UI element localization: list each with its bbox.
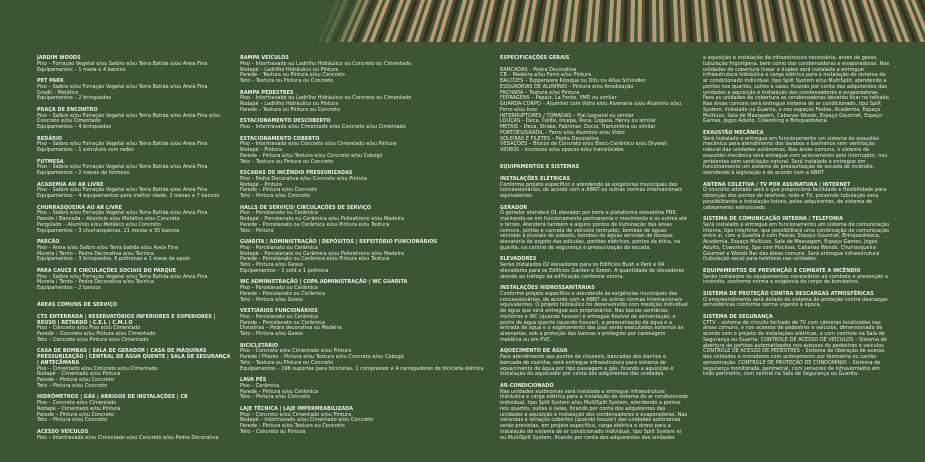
block-line: Equipamentos – 2 bancos [37,285,101,291]
spec-block [240,137,460,166]
block-line: Piso – Porcelanato ou Cerâmica [240,244,318,251]
block-line: Parede – Pintura e/ou Cerâmica [240,388,319,395]
block-line: Pergolado – Alumínio e/ou Metálico e/ou Concreto [37,221,161,228]
block-title: BICICLETÁRIO [240,342,279,349]
block-line: Piso – Forração Vegetal e/ou Saibro e/ou Terra Batida e/ou Areia Fina [37,60,208,67]
block-title: ESTACIONAMENTO COBERTO [240,135,320,142]
spec-line: BANCADAS – Pedra Decorativa [500,66,577,73]
block-line: Rodapé – Porcelanato ou Cerâmica e/ou Poliestireno e/ou Madeira [240,250,404,257]
block-line: Parede / Pilares – Pintura e/ou Textura e/ou Concreto e/ou Cobogó [240,354,404,360]
column-4 [703,56,891,384]
block-title: CTS ENTERRADA | RESERVATÓRIOS INFERIORES E SUPERIORES | REUSO | RETARDO | C.E.L | C.M.I.O [37,313,216,326]
spec-block [37,395,232,424]
spec-line: BALCÕES – Tupperware Kiosque ou Ditu ou Atlas Schindler [500,78,646,84]
system-item [500,286,688,344]
block-line: Piso – Areia e/ou Saibro e/ou Terra batida e/ou Areia Fina [37,244,179,251]
block-title: PRAÇA DE ENCONTRO [37,106,98,113]
spec-block [240,309,460,338]
system-item [500,384,688,442]
spec-block [240,407,460,436]
block-title: HALLS DE SERVIÇO/ CIRCULAÇÕES DE SERVIÇO [240,204,371,211]
block-title: GUARITA | ADMINISTRAÇÃO | DEPÓSITOS | REFEITÓRIO FUNCIONÁRIOS [240,239,438,245]
item-title: ELEVADORES [500,256,537,263]
block-line: Parede – Textura ou Pintura e/ou Concreto [240,72,345,79]
spec-line: SOLEIRAS E FILETES – Pedra Decorativa [500,135,599,142]
block-line: Parede – Porcelanato ou Cerâmica e/ou Pintura e/ou Textura [240,221,390,228]
block-line: Parede / Bancada – Alumínio e/ou Metálico e/ou Concreto [37,216,180,222]
block-line: Parede – Pintura e/ou Concreto [240,187,318,194]
block-title: VESTIÁRIOS FUNCIONÁRIOS [240,308,318,314]
block-title: HIDRÔMETROS | GÁS | ABRIGOS DE INSTALAÇÕES | CB [37,394,188,401]
block-title: ACESSO VEÍCULOS [37,428,89,435]
block-title: PARCÃO [37,239,60,245]
block-line: Rodapé – Porcelanato ou Cerâmica e/ou Poliestireno e/ou Madeira [240,216,404,222]
block-line: Mureta / Tento – Pedra Decorativa e/ou Técnica [37,279,154,286]
block-line: Mureta / Tento – Pedra Decorativa e/ou Tecnica [37,250,154,257]
block-line: Divisórias – Pedra decorativa ou Madeira [240,325,342,332]
item-title: INSTALAÇÕES HIDROSSANITÁRIAS [500,285,595,291]
system-item [703,131,891,177]
block-line: Piso – Intertravado e/ou Cimentado e/ou Concreto e/ou Cimentado [240,124,406,130]
item-title: AQUECIMENTO DE ÁGUA [500,348,568,355]
system-item [703,183,891,212]
column-3 [500,56,688,447]
spec-block [240,378,460,401]
block-line: Teto – Concreto ou Pintura [240,428,306,435]
block-line: Equipamentos – 4 equipamentos para melhor idade, 2 mesas e 7 bancos [37,193,220,199]
block-line: Piso – Saibro e/ou Forração Vegetal e/ou Terra Batida e/ou Areia Fina [37,187,208,194]
spec-block [240,119,460,131]
item-title: AR-CONDICIONADO [500,382,554,389]
system-item [500,177,688,200]
block-line: Piso – Concreto e/ou Cimentado e/ou Pintura [240,348,352,355]
block-line: Teto – Textura ou Pintura ou Concreto [240,78,334,84]
block-title: ESCADAS DE INCÊNDIO PRESSURIZADAS [240,170,353,176]
block-line: Parede – Pintura e/ou Textura ou Concreto [240,423,345,429]
spec-block [37,206,232,235]
block-line: Piso – Saibro e/ou Forração Vegetal e/ou Terra Batida e/ou Areia Fina [37,164,208,171]
block-line: Parede – Concreto e/ou Pintura e/ou Cimentado [37,331,156,337]
block-title: LAJE TÉCNICA | LAJE IMPERMEABILIZADA [240,405,354,412]
block-line: Parede – Porcelanato ou Cerâmica [240,319,326,326]
block-title: JARDIM WOODS [37,55,81,61]
block-line: Piso – Cimentado e/ou Concreto e/ou Cimentado [37,365,158,372]
block-line: Piso – Intertravado ou Ladrilho Hidráulico ou Concreto ou Cimentado [240,60,412,67]
block-line: Rodapé – Pintura [240,181,283,188]
block-title: ACADEMIA AO AR LIVRE [37,181,104,188]
spec-block [240,171,460,200]
block-line: Equipamentos – 2 mesas de futmesa [37,170,130,176]
system-item [500,349,688,378]
block-line: Parede – Pintura e/ou Concreto [37,411,115,418]
block-line: Piso – Concreto e/ou Cimentado e/ou Pintura [240,411,352,418]
system-item [703,217,891,263]
block-line: Rodapé – Cimentado e/ou Pintura [37,371,121,378]
spec-line: VIDROS – Incolores e/ou opacos e/ou translúcidos [500,147,624,153]
block-title: RAMPA PEDESTRES [240,89,294,96]
section-title-common-areas: ÁREAS COMUNS DE SERVIÇO [37,302,118,309]
section-title-equipment-systems: EQUIPAMENTOS E SISTEMAS [500,164,580,171]
block-line: Parede – Porcelanato ou Cerâmica [240,290,326,297]
item-text: O gerador atenderá 01 elevador por torre e plataforma elevatória PNE, mantendo-se em funcionamento permanente o movimento e os outros até o térreo. Atenderá também a alguns pontos de iluminação das áreas comuns, portão e cancela de veículos (entrada), bombas de águas servidas e pluviais do subsolo, bombas de águas servidas de bosque, elevatória de esgoto das edículas, portões elétricos, pontos da ética, na guarita, na central de segurança e pressurização da escada. [500,210,687,251]
spec-block [240,240,460,275]
block-line: Piso – Cerâmica [240,382,280,389]
document-page [0,56,925,462]
item-text: Para atendimento aos pontos de chuveiro, bancadas dos banhos e bancada de cozinha, será entregue infraestrutura para sistema de aquecimento de água por tipo passagem a gás, ficando a aquisição e instalação do aquecedor por conta dos adquirentes das unidades. [500,354,674,378]
wood-slat-ceiling-image [0,0,925,42]
block-line: Teto – Pintura e/ou Concreto [240,394,311,401]
column-2 [240,55,484,441]
block-line: Piso – Saibro e/ou Forração Vegetal e/ou Terra Batida e/ou Areia Fina [37,141,208,148]
block-line: Concreto e/ou Cimentado [37,118,101,125]
block-line: Equipamentos – 196 suportes para bicicletas, 1 compressor e 4 carregadores de bicicleta elétrica [240,365,484,372]
block-title: CHURRASQUEIRA AO AR LIVRE [37,204,123,211]
block-line: Rodapé – Intertravado e/ou Cimentado e/ou Concreto [240,417,374,424]
block-line: Equipamentos – 1 sofá e 1 poltrona [240,267,329,274]
block-line: Teto – Textura ou Pintura ou Concreto [240,359,334,366]
system-item [703,315,891,378]
block-line: Piso – Intertravado e/ou Cimentado e/ou Concreto e/ou Pedra Decorativa [37,434,219,441]
block-line: Rodapé – Cimentado e/ou Pintura [37,405,121,412]
spec-block [37,349,232,389]
spec-line: FACHADA – Textura e/ou Pintura [500,89,580,96]
block-title: ESTACIONAMENTO DESCOBERTO [240,118,331,125]
spec-block [37,430,232,442]
block-title: CASA DE BOMBAS | SALA DE GERADOR | CASA DE MÁQUINAS PRESSURIZAÇÃO | CENTRAL DE ÁGUA QUENTE | SALA DE SEGURANÇA | ANTECÂMARA [37,348,231,366]
block-line: Piso – Porcelanato ou Cerâmica [240,313,318,320]
block-line: Parede – Porcelanato ou Cerâmica e/ou Pintura e/ou Textura [240,256,390,263]
block-line: Equipamentos – 1 estrutura com redes [37,147,134,153]
block-title: LAVA PÉS [240,377,267,383]
block-line: Piso – Saibro e/ou Forração Vegetal e/ou Terra Batida e/ou Areia Fina [37,210,208,217]
spec-line: VEDAÇÕES – Blocos de Concreto e/ou Bloco Cerâmico e/ou Drywall [500,141,667,148]
item-text: Conforme projeto específico e atendendo às exigências municipais das concessionárias, de acordo com a ABNT ou outras normas internacionais equivalentes. O projeto hidráulico foi desenvolvido com medição individual de água que será entregue aos proprietários. Nas bacias sanitárias, mictórios e WC (quando houver) é entregue flexível de alimentação, e ponto de água quente (quando houver), a pressurização de água e a entrada de água e o esgotamento das pias serão executados externos às alvenarias, sob a proteção das bancas e protegido por carenagem metálica ou em PVC. [500,290,688,343]
item-text: O conceito adotado será o que proporciona facilidade e flexibilidade para obtenção dos pontos de telefone, rede e TV, prevendo tubulação seca possibilitando a instalação futura, pelos adquirentes, de sistema de cabeamento estruturado. [703,187,887,211]
item-text: Nas unidades autônomas será instalado e entregue infraestrutura hidráulica e carga elétrica para a instalação de sistema de ar condicionado individual, tipo Split System e/ou MultiSplit System, atendendo a pontos nos quartos, suítes e salas, ficando por conta dos adquirentes das unidades a aquisição e instalação dos condensadores e evaporadoras. Nas varandas e terraços cobertos (quando houver) das unidades autônomas serão previstas, em projeto específico, carga elétrica e dreno para a instalação de sistema de ar condicionado individual, tipo Split System e/ ou MultiSplit System, ficando por conta dos adquirentes das unidades [500,388,688,441]
block-line: Piso – Concreto e/ou Piso e/ou Cimentado [37,325,141,332]
spec-line: PORTÕES/GRADIL – Ferro e/ou Alumínio e/ou Vidro [500,129,625,136]
spec-line: GUARDA-CORPO – Alumínio com Vidro e/ou Alvenaria e/ou Alumínio e/ou Ferro e/ou Inox [500,101,682,113]
spec-block [37,269,232,292]
block-line: Parede – Pintura e/ou Concreto [37,377,115,383]
block-line: Equipamentos – 3 brinquedos, 6 poltronas e 1 mesa de apoio [37,256,191,263]
item-title: SISTEMA DE COMUNICAÇÃO INTERNA / TELEFONIA [703,216,843,222]
spec-line: INTERRUPTORES / TOMADAS – Pial Legrand ou similar [500,112,634,119]
spec-line: CB – Madeira e/ou Ferro e/ou Pintura [500,72,592,79]
block-line: Piso – Saibro e/ou Forração Vegetal e/ou Terra Batida e/ou Areia Fina e/ou [37,112,220,119]
item-text: Será instalado e entregue em funcionamento um sistema de comunicação interna, tipo interfone, que possibilitará uma combinação de comunicação entre si, com a Guarita e com Festas, Espaço Gourmet, Brinquedoteca, Academia, Espaço Multiuso, Sala de Massagem, Espaço Games, Jogos Adulto, Coworking, Spa com Piscinas, Cabanas Woods, Churrasqueira Gourmet e Woods Bar das áreas comuns. Será entregue infraestrutura (tubulação seca) para telefonia nas unidades. [703,221,890,263]
spec-block [37,183,232,200]
block-line: Teto – Pintura e/ou Concreto [37,417,108,424]
block-title: FUTMESA [37,158,64,165]
spec-block [37,56,232,73]
block-line: Teto – Pintura e/ou Concreto [240,193,311,199]
item-text: CFTV – sistema de circuito fechado de TV com câmeras localizadas nas áreas comuns, e nos acessos de pedestres e veículos, dimensionado de acordo com o projeto de instalações elétricas, e com controle na Sala de Segurança ou Guarita. CONTROLE DE ACESSO DE VEÍCULOS – Sistema de abertura de portões automatizados nos acessos de pedestres e veículos. CONTROLE DE ACESSO DE PEDESTRES – Sistema de liberação de acesso das unidades e moradores com acionamento por biometria ou cartão aproximação. CONTROLE DE PROTEÇÃO DE CONDOMÍNIO – Sistema de segurança monitorada, perimetral, com sensores de infravermelho em todo perímetro, com central na Sala de Segurança ou Guarita. [703,319,887,378]
block-line: Parede – Textura ou Pintura ou Concreto [240,106,340,113]
block-line: Parede – Pintura e/ou Textura e/ou Concreto e/ou Cobogó [240,152,383,159]
column-1 [37,56,232,447]
block-line: Equipamentos – 4 brinquedos [37,124,112,130]
item-title: EXAUSTÃO MECÂNICA [703,129,764,136]
block-line: Piso – Pedra Decorativa e/ou Concreto e/ou Pintura [240,175,367,182]
block-title: PET PARK [37,78,64,84]
spec-line: METAIS – Deca, Strake, Fabrimar, Docol, Tramontina ou similar [500,124,656,130]
spec-line: FERRAGENS – Papaiz, La Fonte, YMD ou similar [500,95,617,102]
spec-block [240,91,460,114]
item-text: Serão instalados os equipamentos necessários ao combate e prevenção a incêndio, conforme norma e exigência do corpo de bombeiros. [703,273,888,286]
block-line: Teto – Concreto e/ou Pintura e/ou Cimentado [37,336,149,343]
item-title: SISTEMA DE PROTEÇÃO CONTRA DESCARGAS ATMOSFÉRICAS [703,290,874,297]
intro-text: a aquisição e instalação da infraestrutura necessária, antes de gesso, tubulação frigorígena, bem como das condensadoras e evaporadoras. Nas unidades de cobertura linear e duplex será instalada e entregue infraestrutura hidráulica e carga elétrica para a instalação de sistema de ar condicionado individual, tipo Split System e/ou MultiSplit, atendendo a pontos nos quartos, suítes e salas, ficando por conta dos adquirentes das unidades a aquisição e instalação dos condensadores e evaporadoras. Para as unidades de cobertura as condensadoras deverão ficar no telhado. Nas áreas comuns será entregue sistema de ar condicionado, tipo Split System, instalado na Guarita, e nos espaços Festas, Academia, Espaço Multiuso, Sala de Massagem, Cabanas Woods, Espaço Gourmet, Espaço Games, Jogos Adulto, Coworking e Brinquedoteca. [703,55,891,125]
system-item [500,257,688,280]
block-line: Equipamentos – 2 brinquedos [37,95,112,102]
block-line: Rodapé – Ladrilho Hidráulico ou Pintura [240,66,339,73]
block-line: Piso – Saibro e/ou Forração Vegetal e/ou Terra Batida e/ou Areia Fina [37,83,208,90]
block-line: Equipamentos – 3 churrasqueiras, 11 mesas e 35 bancos [37,227,180,234]
block-line: Rodapé – Pintura [240,147,283,153]
item-text: Será instalado e entregue em funcionamento um sistema de exaustão mecânica para atendimento dos lavabos e banheiros sem ventilação natural das unidades autônomas. Nas áreas comuns, o sistema de exaustão mecânica será entregue com acionamento pelo interruptor, nos ambientes sem ventilação natural. Será instalado e entregue em funcionamento um sistema de pressurização de escada de incêndio, atendendo à legislação e de acordo com a ABNT. [703,135,888,176]
spec-block [37,160,232,177]
block-line: Piso – Concreto e/ou Cimentado [37,400,117,406]
spec-block [240,56,460,85]
banner-wood-ceiling [0,0,925,42]
wood-slat [645,0,649,42]
block-line: Piso – Intertravado ou Ladrilho Hidráulico ou Concreto ou Cimentado [240,95,412,102]
wood-slat [638,0,642,42]
item-title: EQUIPAMENTOS DE PREVENÇÃO E COMBATE A INCÊNDIO [703,267,861,274]
wood-slat [652,0,656,42]
spec-block [37,240,232,263]
block-line: Teto – Pintura [240,227,274,234]
block-line: Equipamentos – 1 mesa e 4 bancos [37,66,126,73]
item-title: ANTENA COLETIVA / TV POR ASSINATURA / INTERNET [703,181,851,188]
item-title: SISTEMA DE SEGURANÇA [703,313,773,320]
spec-block [240,280,460,303]
block-line: Teto – Pintura e/ou Gesso [240,331,303,337]
system-item [703,292,891,309]
block-line: Piso – Intertravado e/ou Concreto e/ou Cimentado e/ou Pintura [240,141,397,148]
item-text: O empreendimento será dotado de sistema de proteção contra descargas atmosféricas conforme norma vigente à época. [703,296,888,309]
system-item [500,206,688,252]
item-text: Serão instalados 02 elevadores para os Edifícios Bush e Park e 04 elevadores para os Edifícios Garden e Green. A quantidade de elevadores atende ao tráfego da edificação conforme norma. [500,262,685,280]
system-item [703,269,891,286]
block-title: PARA CAUCE E CIRCULAÇÕES SOCIAIS DO PARQUE [37,267,177,274]
block-line: Teto – Pintura e/ou Gesso [240,296,303,303]
block-line: Teto – Pintura e/ou Gesso [240,262,303,268]
block-line: Piso – Porcelanato ou Cerâmica [240,285,318,291]
spec-block [37,137,232,154]
block-line: Rodapé – Ladrilho Hidráulico ou Pintura [240,101,339,107]
spec-block [240,342,484,373]
block-line: Piso – Porcelanato ou Cerâmica [240,210,318,217]
spec-block [37,315,232,344]
spec-block [240,206,460,235]
spec-block [37,108,232,131]
spec-line: LOUÇAS – Deca, Celite, Incepa, Roca, Logasa, Hervy ou similar [500,118,657,125]
block-line: Gradil – Metálico [37,89,79,96]
section-title-general-specs: ESPECIFICAÇÕES GERAIS [500,55,570,61]
block-title: RAMPA VEÍCULOS [240,55,289,61]
spec-line: ESQUADRIAS DE ALUMÍNIO – Pintura e/ou Anodização [500,83,634,90]
item-text: Conforme projeto específico e atendendo às exigências municipais das concessionárias, de acordo com a ABNT ou outras normas internacionais equivalentes. [500,181,682,199]
spec-block [37,79,232,102]
item-title: GERADOR [500,204,528,211]
block-line: Teto – Textura ou Pintura ou Concreto [240,158,334,165]
block-title: REDÁRIO [37,135,63,142]
item-title: INSTALAÇÕES ELÉTRICAS [500,175,571,182]
block-line: Piso – Saibro e/ou Forração Vegetal e/ou Terra Batida e/ou Areia Fina [37,273,208,280]
block-title: WC ADMINISTRAÇÃO | COPA ADMINISTRAÇÃO | WC GUARITA [240,279,408,286]
block-line: Teto – Pintura e/ou Concreto [37,382,108,389]
spec-list [500,68,688,154]
